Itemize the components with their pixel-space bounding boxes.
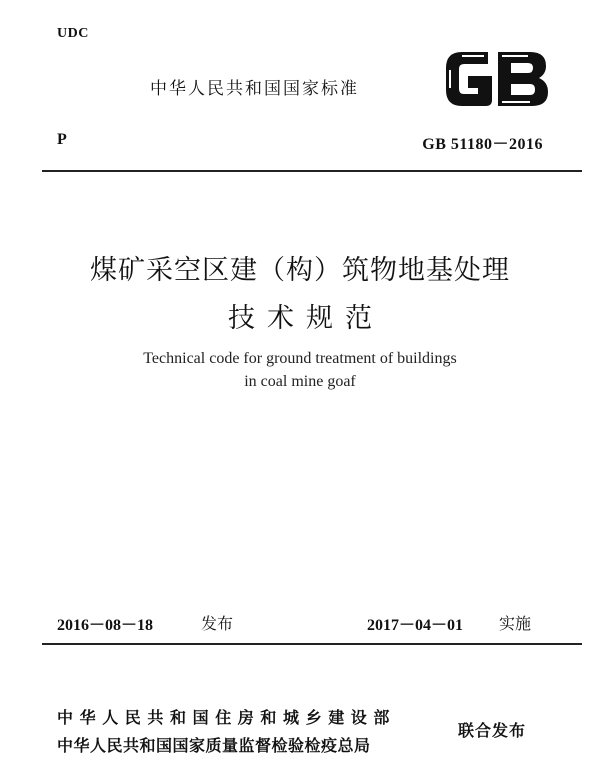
gb-logo — [440, 44, 552, 114]
title-chinese-line1: 煤矿采空区建（构）筑物地基处理 — [90, 255, 510, 286]
title-chinese-line2: 技术规范 — [228, 303, 384, 334]
issuer-aqsiq: 中华人民共和国国家质量监督检验检疫总局 — [57, 736, 371, 755]
bottom-divider — [42, 643, 582, 645]
implementation-date: 2017－04－01 — [367, 617, 464, 634]
top-divider — [42, 170, 582, 172]
standard-number: GB 51180－2016 — [422, 136, 543, 153]
category-code: P — [57, 131, 67, 148]
issue-label: 发布 — [201, 614, 234, 633]
issue-date: 2016－08－18 — [57, 617, 154, 634]
joint-issue-label: 联合发布 — [458, 721, 527, 740]
title-english-line1: Technical code for ground treatment of buildings — [143, 350, 457, 367]
issuer-ministry-housing: 中华人民共和国住房和城乡建设部 — [57, 708, 397, 727]
title-english-line2: in coal mine goaf — [244, 373, 356, 390]
udc-label: UDC — [57, 26, 89, 41]
standard-type-title: 中华人民共和国国家标准 — [150, 79, 359, 99]
implementation-label: 实施 — [499, 614, 532, 633]
